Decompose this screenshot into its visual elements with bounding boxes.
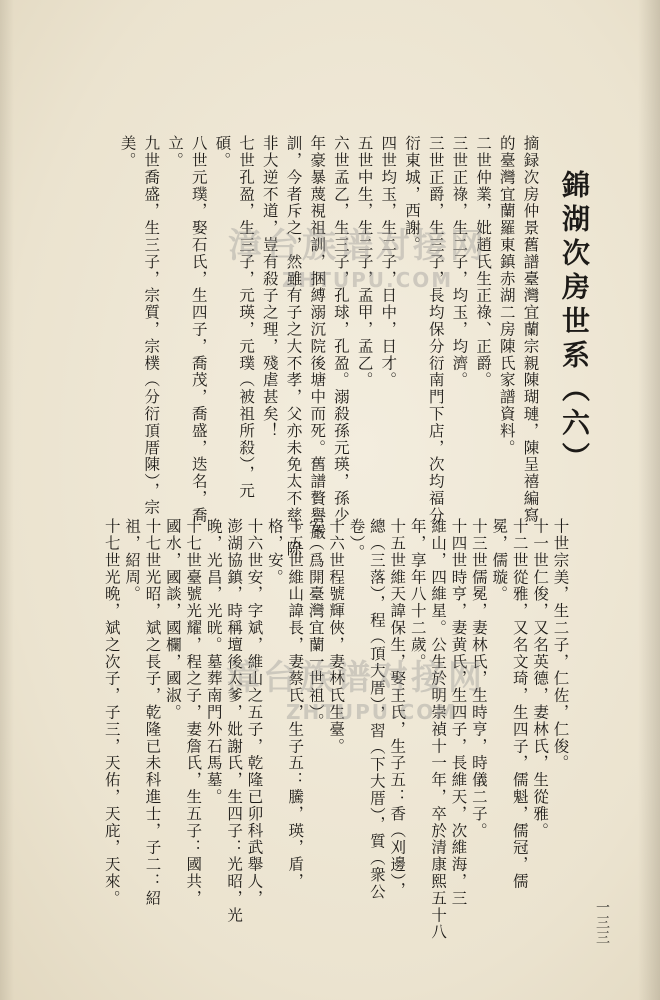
page-edge-shadow-left: [0, 0, 14, 1000]
upper-text-column: 非大逆不道，豈有殺子之理，殘虐甚矣！: [260, 135, 279, 440]
lower-text-column: 祖，紹周。: [123, 518, 142, 603]
upper-text-column: 二世仲業，妣趙氏生正祿、正爵。: [474, 135, 493, 389]
upper-text-column: 年豪暴蔑視祖訓，捆縛溺沉院後塘中而死。舊譜贅譽嚴: [308, 135, 327, 541]
watermark-url-top: ZHTUPU.COM: [282, 268, 454, 292]
watermark-text-top: 漳台族谱对接网: [228, 226, 487, 266]
upper-text-column: 三世正爵，生三子，長均保分衍南門下店，次均福分: [426, 135, 445, 524]
upper-text-column: 八世元璞，娶石氏，生四子，喬茂，喬盛，迭名，喬: [189, 135, 208, 524]
lower-text-column: 十三世儒冕，妻林氏，生時亨，時儀二子。: [469, 518, 488, 840]
upper-text-column: 六世孟乙，生三子，孔球，孔盈。溺殺孫元瑛，孫少: [331, 135, 350, 524]
lower-text-column: 十七世光晩，斌之次子，子三，天佑，天庇，天來。: [102, 518, 121, 907]
watermark-text-bottom: 漳台族谱对接网: [226, 658, 485, 698]
lower-text-column: 十四世時亨，妻黄氏，生四子，長維天，次維海，三: [449, 518, 468, 907]
upper-text-column: 四世均玉，生二子，日中，日才。: [379, 135, 398, 389]
watermark-url-bottom: ZHTUPU.COM: [286, 700, 458, 724]
lower-text-column: 總（三落），程（頂大厝），習（下大厝），質（衆公: [367, 518, 386, 901]
lower-text-column: 格，安。: [265, 518, 284, 586]
lower-text-column: 國水，國談，國欄，國淑。: [163, 518, 182, 721]
lower-text-column: 十七世臺號光耀，程之子，妻詹氏，生五子：國共，: [184, 518, 203, 907]
lower-text-column: 卷）。: [347, 518, 366, 561]
upper-text-column: 摘録次房仲景舊譜臺灣宜蘭宗親陳瑚璉，陳呈禧編寫: [521, 135, 540, 524]
upper-text-column: 立。: [166, 135, 184, 169]
upper-text-column: 的臺灣宜蘭羅東鎮赤湖二房陳氏家譜資料。: [497, 135, 516, 457]
lower-text-column: 晚，光昌，光晄。墓葬南門外石馬墓。: [204, 518, 223, 806]
lower-text-column: 十七世光昭，斌之長子，乾隆已未科進士，子二：紹: [143, 518, 162, 907]
lower-text-column: 澎湖協鎮，時稱壇後太爹，妣謝氏，生四子：光昭，光: [225, 518, 244, 924]
lower-text-column: 十世宗美，生二子，仁佐，仁俊。: [551, 518, 570, 772]
upper-text-column: 衍東城，西謝。: [403, 135, 421, 254]
lower-text-column: 十五世維山諱長，妻蔡氏，生子五：騰，瑛，盾，: [286, 518, 305, 890]
upper-text-column: 三世正祿，生二子，均玉，均濟。: [450, 135, 469, 389]
lower-text-column: 冕，儒璇。: [490, 518, 509, 603]
page-number: 一三三: [594, 900, 610, 945]
lower-text-column: 十六世安，字斌，維山之五子，乾隆已卯科武舉人，: [245, 518, 264, 907]
lower-text-column: 年，享年八十二歲。: [408, 518, 427, 671]
lower-text-column: 安（爲開臺灣宜蘭一世祖）。: [306, 518, 325, 730]
page-edge-shadow-right: [638, 0, 660, 1000]
upper-text-column: 七世孔盈，生三子，元瑛，元璞（被祖所殺），元: [237, 135, 256, 500]
upper-text-column: 訓，今者斥之，然雖有子之大不孝，父亦未免太不慈。除: [284, 135, 303, 558]
chapter-title: 錦湖次房世系（六）: [558, 170, 591, 476]
upper-text-column: 五世中生，生二子，孟甲，孟乙。: [355, 135, 374, 389]
upper-text-column: 美。: [118, 135, 137, 169]
lower-text-column: 十六世程號輝俠，妻林氏生臺。: [327, 518, 346, 755]
lower-text-column: 十五世維天諱保生，娶王氏，生子五：香（刈邊），: [388, 518, 407, 899]
lower-text-column: 十一世仁俊，又名英德，妻林氏，生從雅。: [531, 518, 550, 840]
lower-text-column: 十二世從雅，又名文琦，生四子，儒魁，儒冠，儒: [510, 518, 529, 890]
upper-text-column: 碩。: [213, 135, 232, 169]
lower-text-column: 維山，四維星。公生於明崇禎十一年，卒於清康熙五十八: [429, 518, 448, 941]
upper-text-column: 九世喬盛，生三子，宗質，宗樸（分衍頂厝陳），宗: [142, 135, 161, 516]
